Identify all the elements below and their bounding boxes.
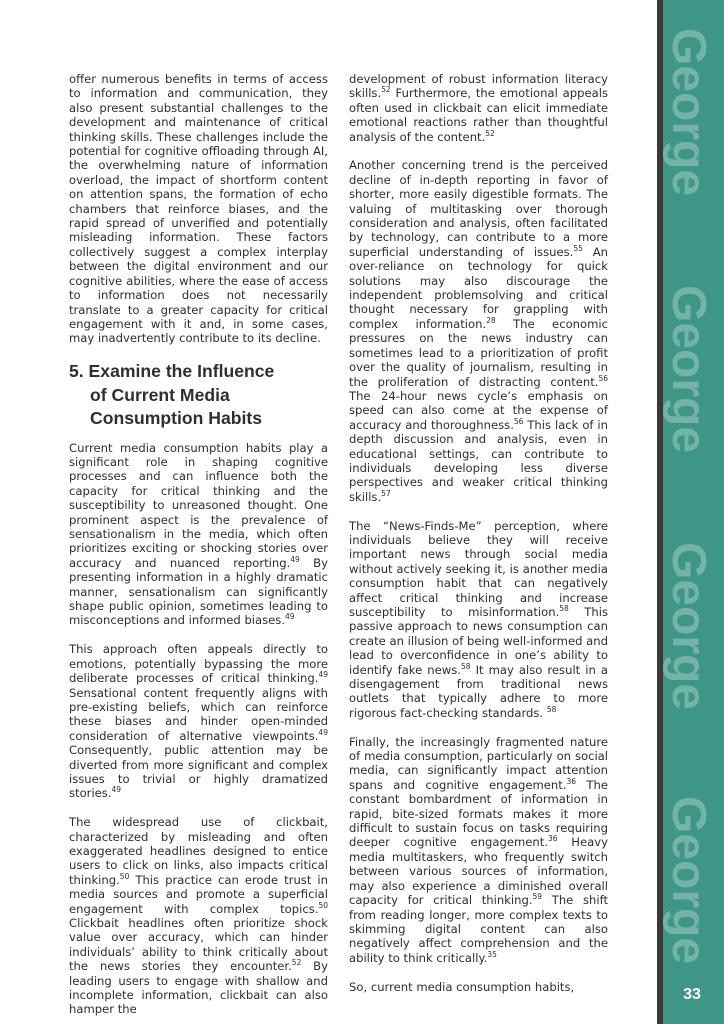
- paragraph: [349, 980, 608, 994]
- paragraph-text: Furthermore, the emotional appeals often used in clickbait can elicit immediate emotional reactions rather than thoughtful analysis of the content.: [349, 86, 608, 144]
- page-number: 33: [683, 986, 701, 1003]
- citation-ref: 59: [532, 892, 543, 902]
- citation-ref: 56: [513, 416, 524, 426]
- citation-ref: 49: [318, 670, 328, 680]
- paragraph-text: This lack of in depth discussion and analysis, even in educational settings, can contribute to individuals developing less diverse perspectives and weaker critical thinking skills.: [349, 417, 608, 504]
- decorative-sidebar: George George George George: [657, 0, 724, 1024]
- paragraph-text: It may also result in a disengagement from traditional news outlets that typically adhere to more rigorous fact-checking standards.: [349, 662, 608, 720]
- paragraph-text: The constant bombardment of information in rapid, bite-sized formats makes it more difficult to sustain focus on tasks requiring deeper cognitive engagement.: [349, 777, 608, 850]
- paragraph-text: development of robust information literacy skills.: [349, 72, 608, 101]
- citation-ref: 58: [460, 661, 471, 671]
- paragraph-text: Consequently, public attention may be diverted from more significant and complex issues to trivial or highly dramatized stories.: [69, 743, 328, 801]
- paragraph-text: Heavy media multitaskers, who frequently switch between various sources of information, may also experience a diminished overall capacity for critical thinking.: [349, 835, 608, 908]
- paragraph-text: The “News-Finds-Me” perception, where individuals believe they will receive important news through social media without actively seeking it, is another media consumption habit that can negatively affect critical thinking and increase susceptibility to misinformation.: [349, 518, 608, 619]
- citation-ref: 49: [111, 785, 122, 795]
- paragraph-text: The widespread use of clickbait, characterized by misleading and often exaggerated headlines designed to entice users to click on links, also impacts critical thinking.: [69, 815, 328, 887]
- citation-ref: 49: [290, 554, 300, 564]
- paragraph: [69, 72, 328, 346]
- citation-ref: 36: [566, 776, 577, 786]
- citation-ref: 49: [285, 612, 295, 622]
- paragraph-text: Another concerning trend is the perceived decline of in-depth reporting in favor of shorter, more easily digestible formats. The valuing of multitasking over thorough consideration and analysis, often facilitated by technology, can contribute to a more superficial understanding of issues.: [349, 158, 608, 259]
- paragraph: [69, 441, 328, 628]
- paragraph-text: This practice can erode trust in media sources and promote a superficial engagement with complex topics.: [69, 872, 328, 916]
- citation-ref: 28: [486, 315, 496, 325]
- paragraph-text: This passive approach to news consumption can create an illusion of being well-informed and lead to overconfidence in one’s ability to identify fake news.: [349, 605, 608, 677]
- citation-ref: 35: [487, 949, 497, 959]
- citation-ref: 57: [381, 488, 391, 498]
- section-heading-line: 5. Examine the Influence: [69, 361, 275, 382]
- citation-ref: 56: [598, 373, 608, 383]
- paragraph-text: This approach often appeals directly to emotions, potentially bypassing the more deliberate processes of critical thinking.: [69, 642, 328, 686]
- section-heading-line: of Current Media: [90, 384, 230, 405]
- citation-ref: 52: [291, 958, 302, 968]
- left-column: [69, 72, 328, 1017]
- citation-ref: 52: [381, 85, 391, 95]
- paragraph: [349, 158, 608, 504]
- citation-ref: 52: [485, 128, 495, 138]
- paragraph: [69, 815, 328, 1017]
- citation-ref: 49: [318, 727, 328, 737]
- paragraph-text: Current media consumption habits play a significant role in shaping cognitive processes and can influence both the capacity for critical thinking and the susceptibility to unreasoned thought. One prominent aspect is the prevalence of sensationalism in the media, which often prioritizes exciting or shocking stories over accuracy and nuanced reporting.: [69, 440, 328, 570]
- paragraph-text: By leading users to engage with shallow and incomplete information, clickbait can also hamper the: [69, 959, 328, 1017]
- paragraph-text: An over-reliance on technology for quick solutions may also discourage the independent problemsolving and critical thought necessary for grappling with complex information.: [349, 244, 608, 331]
- paragraph-text: offer numerous benefits in terms of access to information and communication, they also present substantial challenges to the development and maintenance of critical thinking skills. These challenges include the potential for cognitive offloading through AI, the overwhelming nature of information overload, the impact of shortform content on attention spans, the formation of echo chambers that reinforce biases, and the rapid spread of unverified and potentially misleading information. These factors collectively suggest a complex interplay between the digital environment and our cognitive abilities, where the ease of access to information does not necessarily translate to a greater capacity for critical engagement with it and, in some cases, may inadvertently contribute to its decline.: [69, 72, 328, 346]
- paragraph-text: Finally, the increasingly fragmented nature of media consumption, particularly on social media, can significantly impact attention spans and cognitive engagement.: [349, 734, 608, 792]
- paragraph-text: Sensational content frequently aligns with pre-existing beliefs, which can reinforce these biases and hinder open-minded consideration of alternative viewpoints.: [69, 685, 328, 743]
- citation-ref: 50: [318, 900, 328, 910]
- paragraph: [349, 519, 608, 721]
- citation-ref: 50: [119, 871, 130, 881]
- paragraph-text: By presenting information in a highly dramatic manner, sensationalism can significantly shape public opinion, sometimes leading to misconceptions and informed biases.: [69, 555, 328, 628]
- section-heading: [69, 360, 328, 431]
- citation-ref: 55: [573, 243, 583, 253]
- paragraph: [349, 72, 608, 144]
- citation-ref: 58: [559, 604, 569, 613]
- paragraph-text: So, current media consumption habits,: [349, 979, 575, 994]
- paragraph-text: Clickbait headlines often prioritize shock value over accuracy, which can hinder individuals’ ability to think critically about the news stories they encounter.: [69, 915, 328, 974]
- paragraph-text: The 24-hour news cycle’s emphasis on speed can also come at the expense of accuracy and thoroughness.: [349, 388, 608, 432]
- paragraph-text: The shift from reading longer, more complex texts to skimming digital content can also negatively affect comprehension and the ability to think critically.: [349, 893, 608, 965]
- paragraph: [349, 735, 608, 966]
- paragraph: [69, 642, 328, 800]
- paragraph-text: The economic pressures on the news industry can sometimes lead to a prioritization of profit over the quality of journalism, resulting in the proliferation of distracting content.: [349, 316, 608, 389]
- section-heading-line: Consumption Habits: [90, 408, 263, 429]
- right-column: [349, 72, 608, 994]
- citation-ref: 58: [546, 704, 557, 714]
- citation-ref: 36: [548, 834, 558, 844]
